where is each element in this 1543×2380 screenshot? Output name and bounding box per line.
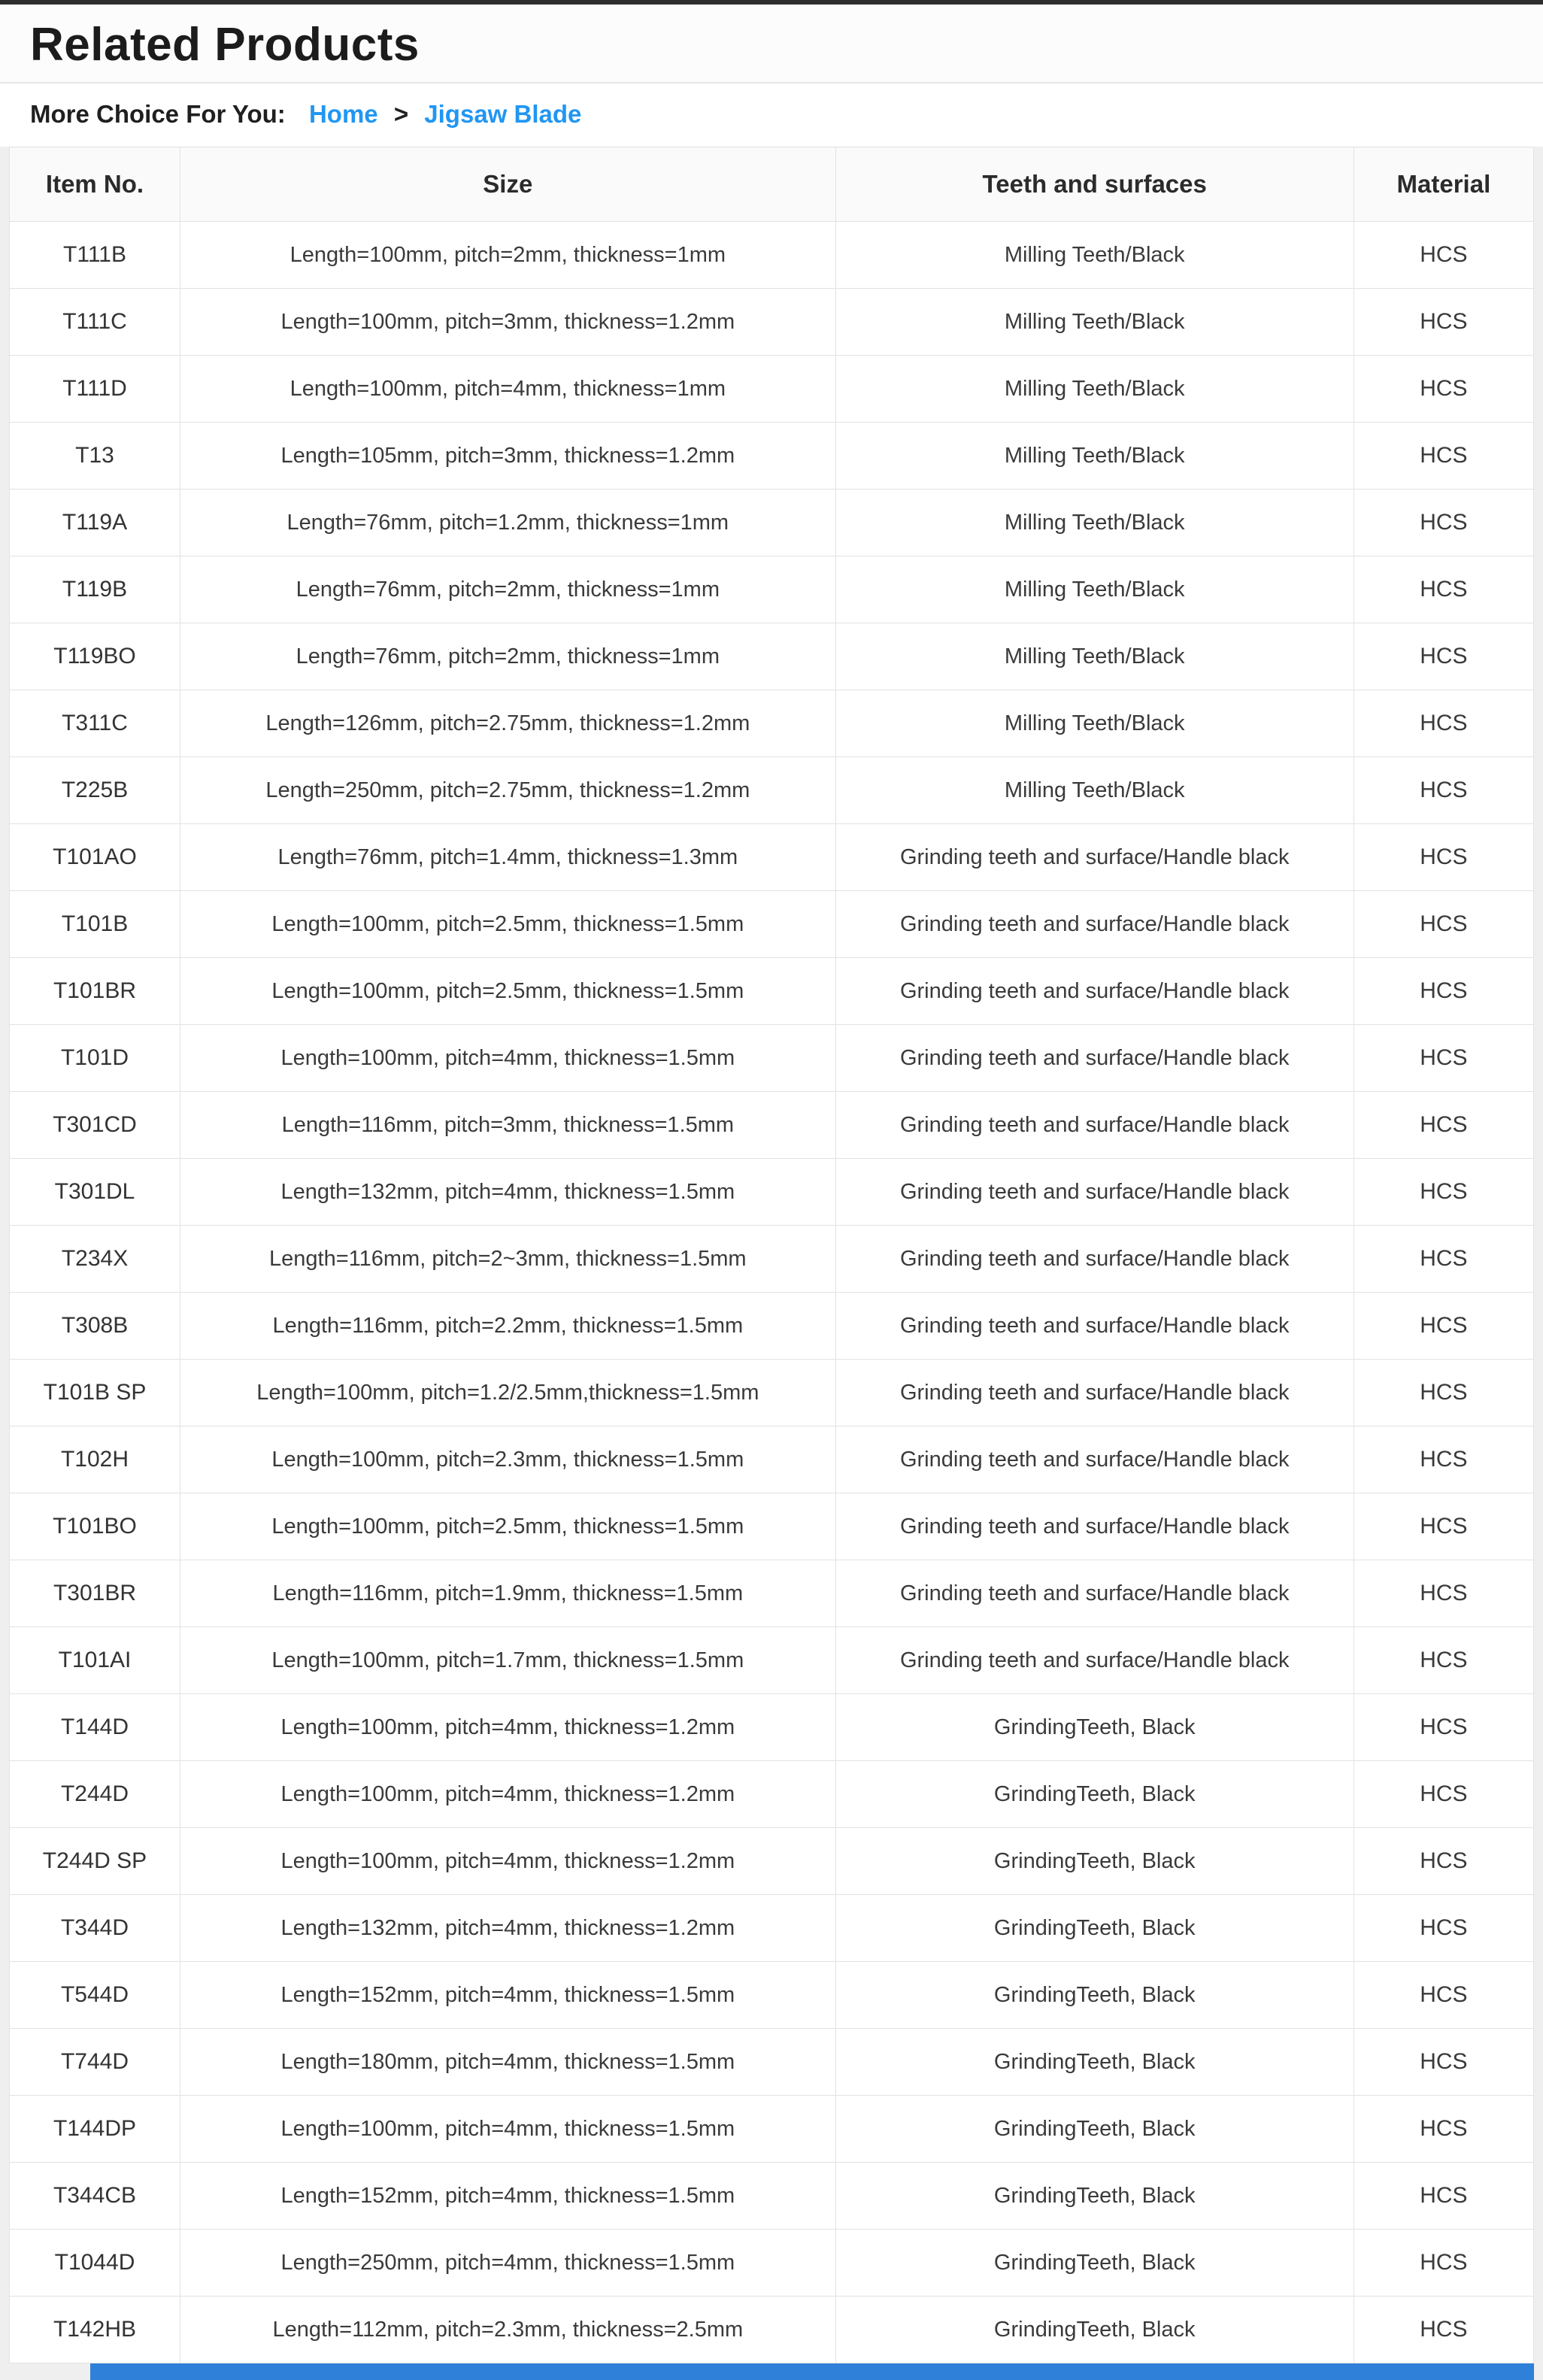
teeth-surfaces-cell: Grinding teeth and surface/Handle black xyxy=(835,1627,1354,1694)
material-cell: HCS xyxy=(1354,690,1533,757)
material-cell: HCS xyxy=(1354,1895,1533,1962)
teeth-surfaces-cell: Grinding teeth and surface/Handle black xyxy=(835,891,1354,958)
material-cell: HCS xyxy=(1354,623,1533,690)
item-no-cell: T111B xyxy=(10,222,180,289)
item-no-cell: T1044D xyxy=(10,2230,180,2297)
teeth-surfaces-cell: Grinding teeth and surface/Handle black xyxy=(835,958,1354,1025)
material-cell: HCS xyxy=(1354,556,1533,623)
table-row xyxy=(10,1895,1534,1962)
item-no-cell: T101AI xyxy=(10,1627,180,1694)
item-no-cell: T308B xyxy=(10,1293,180,1360)
material-cell: HCS xyxy=(1354,1694,1533,1761)
products-table xyxy=(9,147,1534,2363)
material-cell: HCS xyxy=(1354,2230,1533,2297)
item-no-cell: T13 xyxy=(10,423,180,490)
size-cell: Length=100mm, pitch=4mm, thickness=1.5mm xyxy=(180,2096,836,2163)
size-cell: Length=100mm, pitch=4mm, thickness=1.2mm xyxy=(180,1761,836,1828)
teeth-surfaces-cell: Grinding teeth and surface/Handle black xyxy=(835,1426,1354,1493)
item-no-cell: T101B xyxy=(10,891,180,958)
teeth-surfaces-cell: Grinding teeth and surface/Handle black xyxy=(835,1025,1354,1092)
size-cell: Length=116mm, pitch=2.2mm, thickness=1.5mm xyxy=(180,1293,836,1360)
col-header-size: Size xyxy=(180,147,836,222)
teeth-surfaces-cell: Grinding teeth and surface/Handle black xyxy=(835,1293,1354,1360)
col-header-teeth-surfaces: Teeth and surfaces xyxy=(835,147,1354,222)
teeth-surfaces-cell: GrindingTeeth, Black xyxy=(835,2163,1354,2230)
size-cell: Length=100mm, pitch=1.2/2.5mm,thickness=1.5mm xyxy=(180,1360,836,1426)
breadcrumb-prefix: More Choice For You: xyxy=(30,100,286,128)
teeth-surfaces-cell: Milling Teeth/Black xyxy=(835,556,1354,623)
teeth-surfaces-cell: Milling Teeth/Black xyxy=(835,356,1354,423)
size-cell: Length=152mm, pitch=4mm, thickness=1.5mm xyxy=(180,1962,836,2029)
size-cell: Length=100mm, pitch=2.5mm, thickness=1.5mm xyxy=(180,1493,836,1560)
size-cell: Length=100mm, pitch=2.3mm, thickness=1.5mm xyxy=(180,1426,836,1493)
item-no-cell: T101AO xyxy=(10,824,180,891)
table-row xyxy=(10,2163,1534,2230)
table-row xyxy=(10,423,1534,490)
breadcrumb xyxy=(0,83,1543,147)
size-cell: Length=100mm, pitch=2.5mm, thickness=1.5mm xyxy=(180,958,836,1025)
item-no-cell: T244D xyxy=(10,1761,180,1828)
size-cell: Length=152mm, pitch=4mm, thickness=1.5mm xyxy=(180,2163,836,2230)
teeth-surfaces-cell: GrindingTeeth, Black xyxy=(835,1761,1354,1828)
item-no-cell: T344D xyxy=(10,1895,180,1962)
material-cell: HCS xyxy=(1354,490,1533,556)
material-cell: HCS xyxy=(1354,824,1533,891)
item-no-cell: T225B xyxy=(10,757,180,824)
teeth-surfaces-cell: GrindingTeeth, Black xyxy=(835,1694,1354,1761)
size-cell: Length=132mm, pitch=4mm, thickness=1.2mm xyxy=(180,1895,836,1962)
material-cell: HCS xyxy=(1354,2163,1533,2230)
material-cell: HCS xyxy=(1354,1560,1533,1627)
material-cell: HCS xyxy=(1354,1226,1533,1293)
teeth-surfaces-cell: GrindingTeeth, Black xyxy=(835,2096,1354,2163)
table-row xyxy=(10,1293,1534,1360)
table-row xyxy=(10,1560,1534,1627)
material-cell: HCS xyxy=(1354,958,1533,1025)
material-cell: HCS xyxy=(1354,289,1533,356)
size-cell: Length=100mm, pitch=4mm, thickness=1.2mm xyxy=(180,1694,836,1761)
item-no-cell: T101D xyxy=(10,1025,180,1092)
size-cell: Length=76mm, pitch=2mm, thickness=1mm xyxy=(180,556,836,623)
item-no-cell: T144D xyxy=(10,1694,180,1761)
size-cell: Length=76mm, pitch=2mm, thickness=1mm xyxy=(180,623,836,690)
table-row xyxy=(10,1025,1534,1092)
material-cell: HCS xyxy=(1354,757,1533,824)
table-row xyxy=(10,1694,1534,1761)
material-cell: HCS xyxy=(1354,1426,1533,1493)
material-cell: HCS xyxy=(1354,891,1533,958)
teeth-surfaces-cell: Milling Teeth/Black xyxy=(835,490,1354,556)
table-row xyxy=(10,2230,1534,2297)
products-table-wrap xyxy=(0,147,1543,2380)
teeth-surfaces-cell: Grinding teeth and surface/Handle black xyxy=(835,1360,1354,1426)
table-row xyxy=(10,623,1534,690)
table-header-row xyxy=(10,147,1534,222)
breadcrumb-link-home[interactable]: Home xyxy=(308,100,378,128)
page-title: Related Products xyxy=(30,19,420,71)
item-no-cell: T101B SP xyxy=(10,1360,180,1426)
size-cell: Length=100mm, pitch=4mm, thickness=1mm xyxy=(180,356,836,423)
item-no-cell: T244D SP xyxy=(10,1828,180,1895)
material-cell: HCS xyxy=(1354,1293,1533,1360)
size-cell: Length=116mm, pitch=3mm, thickness=1.5mm xyxy=(180,1092,836,1159)
material-cell: HCS xyxy=(1354,423,1533,490)
size-cell: Length=112mm, pitch=2.3mm, thickness=2.5mm xyxy=(180,2297,836,2363)
item-no-cell: T344CB xyxy=(10,2163,180,2230)
teeth-surfaces-cell: GrindingTeeth, Black xyxy=(835,2230,1354,2297)
teeth-surfaces-cell: Grinding teeth and surface/Handle black xyxy=(835,1226,1354,1293)
size-cell: Length=100mm, pitch=2.5mm, thickness=1.5mm xyxy=(180,891,836,958)
item-no-cell: T301BR xyxy=(10,1560,180,1627)
material-cell: HCS xyxy=(1354,1962,1533,2029)
teeth-surfaces-cell: GrindingTeeth, Black xyxy=(835,2297,1354,2363)
table-row xyxy=(10,690,1534,757)
table-row xyxy=(10,757,1534,824)
page-header xyxy=(0,5,1543,83)
table-row xyxy=(10,1360,1534,1426)
table-row xyxy=(10,289,1534,356)
item-no-cell: T119BO xyxy=(10,623,180,690)
size-cell: Length=100mm, pitch=3mm, thickness=1.2mm xyxy=(180,289,836,356)
item-no-cell: T142HB xyxy=(10,2297,180,2363)
teeth-surfaces-cell: GrindingTeeth, Black xyxy=(835,2029,1354,2096)
teeth-surfaces-cell: GrindingTeeth, Black xyxy=(835,1828,1354,1895)
size-cell: Length=250mm, pitch=4mm, thickness=1.5mm xyxy=(180,2230,836,2297)
teeth-surfaces-cell: Grinding teeth and surface/Handle black xyxy=(835,1159,1354,1226)
teeth-surfaces-cell: Milling Teeth/Black xyxy=(835,623,1354,690)
table-row xyxy=(10,824,1534,891)
table-row xyxy=(10,490,1534,556)
material-cell: HCS xyxy=(1354,1360,1533,1426)
table-row xyxy=(10,556,1534,623)
item-no-cell: T311C xyxy=(10,690,180,757)
material-cell: HCS xyxy=(1354,1493,1533,1560)
teeth-surfaces-cell: Grinding teeth and surface/Handle black xyxy=(835,1493,1354,1560)
teeth-surfaces-cell: Grinding teeth and surface/Handle black xyxy=(835,1560,1354,1627)
size-cell: Length=116mm, pitch=2~3mm, thickness=1.5mm xyxy=(180,1226,836,1293)
table-row xyxy=(10,891,1534,958)
material-cell: HCS xyxy=(1354,1159,1533,1226)
table-row xyxy=(10,1493,1534,1560)
material-cell: HCS xyxy=(1354,222,1533,289)
table-row xyxy=(10,1226,1534,1293)
item-no-cell: T102H xyxy=(10,1426,180,1493)
teeth-surfaces-cell: GrindingTeeth, Black xyxy=(835,1962,1354,2029)
teeth-surfaces-cell: Milling Teeth/Black xyxy=(835,423,1354,490)
item-no-cell: T234X xyxy=(10,1226,180,1293)
size-cell: Length=100mm, pitch=1.7mm, thickness=1.5mm xyxy=(180,1627,836,1694)
material-cell: HCS xyxy=(1354,1828,1533,1895)
material-cell: HCS xyxy=(1354,356,1533,423)
size-cell: Length=250mm, pitch=2.75mm, thickness=1.2mm xyxy=(180,757,836,824)
breadcrumb-separator: > xyxy=(393,100,409,128)
size-cell: Length=105mm, pitch=3mm, thickness=1.2mm xyxy=(180,423,836,490)
teeth-surfaces-cell: Milling Teeth/Black xyxy=(835,690,1354,757)
item-no-cell: T544D xyxy=(10,1962,180,2029)
item-no-cell: T101BO xyxy=(10,1493,180,1560)
size-cell: Length=116mm, pitch=1.9mm, thickness=1.5mm xyxy=(180,1560,836,1627)
size-cell: Length=100mm, pitch=4mm, thickness=1.2mm xyxy=(180,1828,836,1895)
item-no-cell: T119A xyxy=(10,490,180,556)
table-row xyxy=(10,356,1534,423)
teeth-surfaces-cell: Milling Teeth/Black xyxy=(835,757,1354,824)
table-row xyxy=(10,1828,1534,1895)
material-cell: HCS xyxy=(1354,1761,1533,1828)
item-no-cell: T111C xyxy=(10,289,180,356)
size-cell: Length=100mm, pitch=2mm, thickness=1mm xyxy=(180,222,836,289)
item-no-cell: T744D xyxy=(10,2029,180,2096)
size-cell: Length=100mm, pitch=4mm, thickness=1.5mm xyxy=(180,1025,836,1092)
table-row xyxy=(10,958,1534,1025)
size-cell: Length=76mm, pitch=1.4mm, thickness=1.3mm xyxy=(180,824,836,891)
material-cell: HCS xyxy=(1354,2029,1533,2096)
teeth-surfaces-cell: Milling Teeth/Black xyxy=(835,289,1354,356)
size-cell: Length=132mm, pitch=4mm, thickness=1.5mm xyxy=(180,1159,836,1226)
table-row xyxy=(10,2029,1534,2096)
teeth-surfaces-cell: Grinding teeth and surface/Handle black xyxy=(835,824,1354,891)
table-row xyxy=(10,2297,1534,2363)
material-cell: HCS xyxy=(1354,2096,1533,2163)
table-row xyxy=(10,1761,1534,1828)
table-row xyxy=(10,1426,1534,1493)
material-cell: HCS xyxy=(1354,1025,1533,1092)
size-cell: Length=126mm, pitch=2.75mm, thickness=1.2mm xyxy=(180,690,836,757)
breadcrumb-link-jigsaw-blade[interactable]: Jigsaw Blade xyxy=(424,100,582,128)
material-cell: HCS xyxy=(1354,2297,1533,2363)
material-cell: HCS xyxy=(1354,1627,1533,1694)
size-cell: Length=180mm, pitch=4mm, thickness=1.5mm xyxy=(180,2029,836,2096)
teeth-surfaces-cell: Grinding teeth and surface/Handle black xyxy=(835,1092,1354,1159)
teeth-surfaces-cell: GrindingTeeth, Black xyxy=(835,1895,1354,1962)
col-header-material: Material xyxy=(1354,147,1533,222)
material-cell: HCS xyxy=(1354,1092,1533,1159)
item-no-cell: T111D xyxy=(10,356,180,423)
table-row xyxy=(10,1962,1534,2029)
table-row xyxy=(10,1159,1534,1226)
item-no-cell: T119B xyxy=(10,556,180,623)
table-row xyxy=(10,222,1534,289)
table-row xyxy=(10,1092,1534,1159)
item-no-cell: T301CD xyxy=(10,1092,180,1159)
teeth-surfaces-cell: Milling Teeth/Black xyxy=(835,222,1354,289)
table-row xyxy=(10,1627,1534,1694)
item-no-cell: T301DL xyxy=(10,1159,180,1226)
size-cell: Length=76mm, pitch=1.2mm, thickness=1mm xyxy=(180,490,836,556)
table-row xyxy=(10,2096,1534,2163)
item-no-cell: T101BR xyxy=(10,958,180,1025)
item-no-cell: T144DP xyxy=(10,2096,180,2163)
col-header-item-no: Item No. xyxy=(10,147,180,222)
bottom-blue-bar xyxy=(90,2363,1534,2380)
